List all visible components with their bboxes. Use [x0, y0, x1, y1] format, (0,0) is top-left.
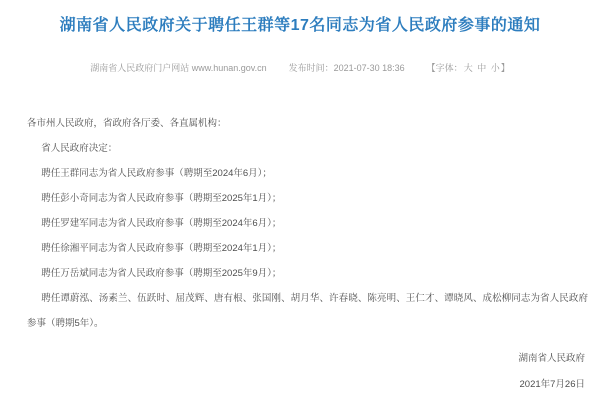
notice-page	[0, 14, 600, 414]
signature-block	[0, 346, 600, 398]
notice-paragraph: 聘任彭小奇同志为省人民政府参事（聘期至2025年1月）；	[41, 193, 282, 204]
salutation-line: 各市州人民政府，省政府各厅委、各直属机构：	[27, 118, 227, 129]
notice-paragraph: 聘任王群同志为省人民政府参事（聘期至2024年6月）；	[41, 168, 272, 179]
font-size-medium-button[interactable]: 中	[477, 63, 487, 73]
notice-paragraph: 聘任徐湘平同志为省人民政府参事（聘期至2024年1月）；	[41, 243, 282, 254]
issue-date: 2021年7月26日	[519, 379, 585, 390]
font-size-switcher	[427, 63, 510, 73]
article-meta-bar	[0, 62, 600, 74]
publish-time-value: 2021-07-30 18:36	[333, 63, 405, 73]
notice-body	[0, 111, 600, 336]
notice-paragraph: 聘任谭蔚泓、汤素兰、伍跃时、屈茂辉、唐有根、张国刚、胡月华、许春晓、陈亮明、王仁才、谭晓风、成松柳同志为省人民政府参事（聘期5年）。	[27, 293, 588, 329]
font-size-small-button[interactable]: 小	[490, 63, 500, 73]
font-switcher-prefix: 【字体：	[426, 63, 463, 73]
font-switcher-suffix: 】	[500, 63, 510, 73]
publish-time-group	[289, 63, 405, 73]
notice-paragraph: 聘任罗建军同志为省人民政府参事（聘期至2024年6月）；	[41, 218, 282, 229]
font-size-large-button[interactable]: 大	[463, 63, 473, 73]
notice-paragraph: 省人民政府决定：	[41, 143, 118, 154]
page-title: 湖南省人民政府关于聘任王群等17名同志为省人民政府参事的通知	[59, 17, 541, 34]
notice-paragraph: 聘任万岳斌同志为省人民政府参事（聘期至2025年9月）；	[41, 268, 282, 279]
portal-source: 湖南省人民政府门户网站 www.hunan.gov.cn	[90, 63, 267, 73]
issuer-name: 湖南省人民政府	[518, 353, 585, 364]
publish-time-label: 发布时间：	[288, 63, 334, 73]
